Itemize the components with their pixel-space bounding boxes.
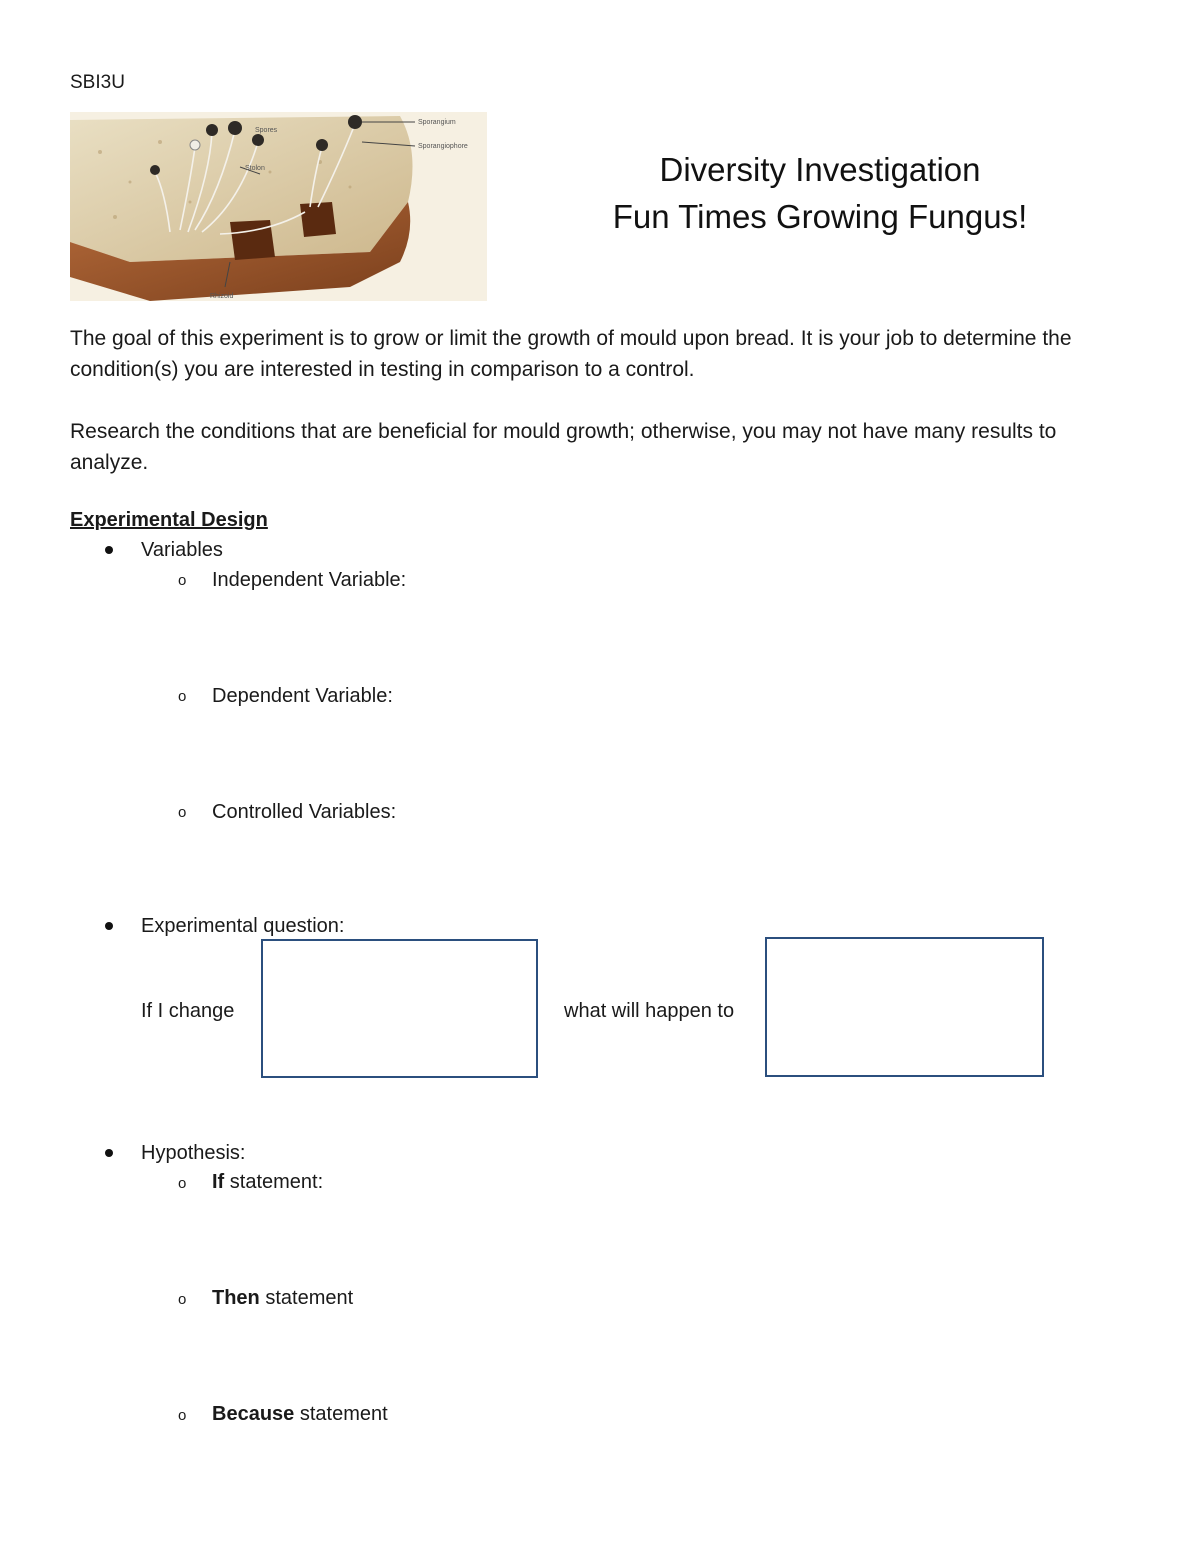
sub-bullet-marker: o — [178, 572, 187, 589]
independent-variable-label: Independent Variable: — [212, 569, 407, 591]
because-statement-rest: statement — [294, 1403, 388, 1425]
illustration-label-sporangium: Sporangium — [418, 119, 456, 126]
question-prefix: If I change — [141, 1000, 235, 1022]
course-code: SBI3U — [70, 72, 125, 93]
then-statement-label — [212, 1286, 353, 1310]
bullet-dot — [105, 546, 113, 554]
independent-variable-answer-box[interactable] — [261, 939, 538, 1078]
illustration-label-sporangiophore: Sporangiophore — [418, 143, 468, 150]
sub-bullet-marker: o — [178, 804, 187, 821]
sub-bullet-marker: o — [178, 1175, 187, 1192]
dependent-variable-answer-box[interactable] — [765, 937, 1044, 1077]
intro-paragraph-2: Research the conditions that are beneficial for mould growth; otherwise, you may not have many results to analyze. — [70, 420, 1057, 474]
illustration-label-spores: Spores — [255, 127, 278, 134]
sub-bullet-marker: o — [178, 688, 187, 705]
question-middle: what will happen to — [564, 1000, 735, 1022]
hypothesis-label: Hypothesis: — [141, 1142, 246, 1164]
illustration-label-rhizoid: Rhizoid — [210, 293, 234, 300]
controlled-variables-label: Controlled Variables: — [212, 801, 397, 823]
if-statement-label — [212, 1170, 323, 1194]
variables-label: Variables — [141, 539, 223, 561]
then-keyword: Then — [212, 1287, 260, 1309]
title-line-1: Diversity Investigation — [659, 151, 981, 188]
bread-mould-illustration — [70, 112, 487, 301]
dependent-variable-label: Dependent Variable: — [212, 685, 393, 707]
experimental-question-label: Experimental question: — [141, 915, 345, 937]
bullet-dot — [105, 922, 113, 930]
page-title — [560, 146, 1080, 240]
if-keyword: If — [212, 1171, 225, 1193]
sub-bullet-marker: o — [178, 1291, 187, 1308]
sub-bullet-marker: o — [178, 1407, 187, 1424]
section-heading: Experimental Design — [70, 509, 268, 531]
if-statement-rest: statement: — [224, 1171, 324, 1193]
title-line-2: Fun Times Growing Fungus! — [612, 198, 1028, 235]
intro-paragraph-1: The goal of this experiment is to grow or limit the growth of mould upon bread. It is your job to determine the condition(s) you are interested in testing in comparison to a control. — [70, 327, 1072, 381]
because-keyword: Because — [212, 1403, 295, 1425]
illustration-label-stolon: Stolon — [245, 165, 265, 172]
bullet-dot — [105, 1149, 113, 1157]
because-statement-label — [212, 1402, 388, 1426]
then-statement-rest: statement — [259, 1287, 354, 1309]
